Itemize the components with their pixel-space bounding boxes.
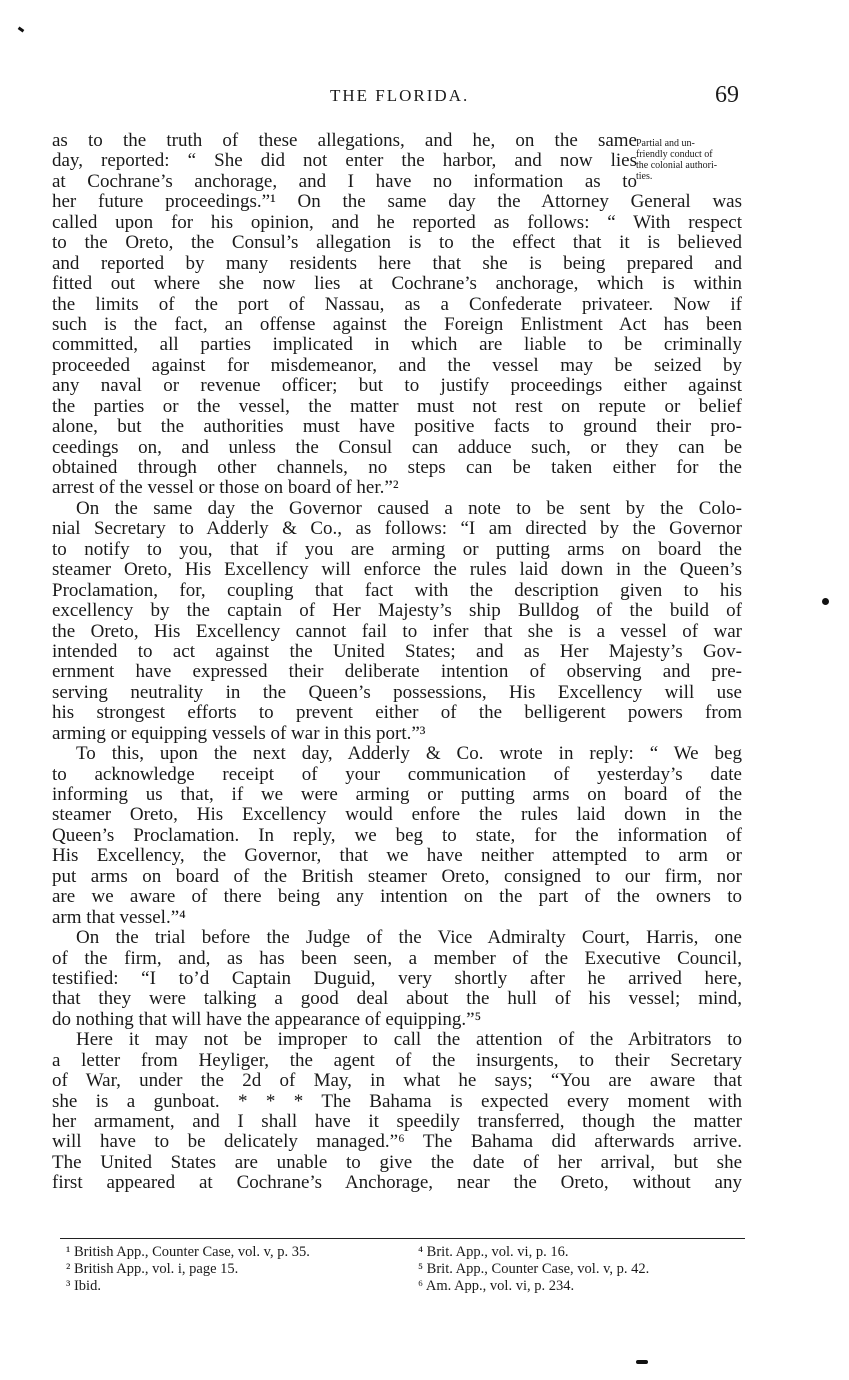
- text-line: Queen’s Proclamation. In reply, we beg to state, for the information of: [52, 825, 742, 846]
- margin-note-line: ties.: [636, 171, 653, 182]
- text-line: her armament, and I shall have it speedily transferred, though the matter: [52, 1112, 742, 1132]
- margin-note-line: friendly conduct of: [636, 149, 713, 160]
- text-line: his strongest efforts to prevent either of the belligerent powers from: [52, 703, 742, 724]
- text-line: excellency by the captain of Her Majesty’s ship Bulldog of the build of: [52, 601, 742, 622]
- text-line: arrest of the vessel or those on board of her.”²: [52, 478, 399, 499]
- text-line: that they were talking a good deal about the hull of his vessel; mind,: [52, 989, 742, 1010]
- footnote: ⁵ Brit. App., Counter Case, vol. v, p. 42.: [418, 1261, 650, 1277]
- text-line: committed, all parties implicated in which are liable to be criminally: [52, 335, 742, 356]
- text-line: her future proceedings.”¹ On the same day the Attorney General was: [52, 192, 742, 213]
- text-line: put arms on board of the British steamer Oreto, consigned to our firm, nor: [52, 866, 742, 887]
- footnote-rule: [60, 1238, 745, 1239]
- footnote: ⁶ Am. App., vol. vi, p. 234.: [418, 1278, 575, 1294]
- footnotes-right-column: [418, 1244, 758, 1295]
- text-line: alone, but the authorities must have positive facts to ground their pro-: [52, 417, 742, 438]
- text-line: a letter from Heyliger, the agent of the insurgents, to their Secretary: [52, 1050, 742, 1071]
- text-line: fitted out where she now lies at Cochrane’s anchorage, which is within: [52, 274, 742, 295]
- scan-speck: [636, 1360, 648, 1364]
- text-line: Proclamation, for, coupling that fact with the description given to his: [52, 580, 742, 601]
- text-line: she is a gunboat. * * * The Bahama is expected every moment with: [52, 1091, 742, 1112]
- text-line: are we aware of there being any intention on the part of the owners to: [52, 887, 742, 908]
- text-line: Here it may not be improper to call the attention of the Arbitrators to: [76, 1030, 742, 1051]
- text-line: On the same day the Governor caused a note to be sent by the Colo-: [76, 498, 742, 519]
- text-line: arm that vessel.”⁴: [52, 907, 186, 928]
- text-line: such is the fact, an offense against the Foreign Enlistment Act has been: [52, 314, 742, 335]
- text-line: steamer Oreto, His Excellency would enfore the rules laid down in the: [52, 805, 742, 826]
- scan-speck: [822, 598, 829, 605]
- text-line: and reported by many residents here that she is being prepared and: [52, 253, 742, 274]
- margin-note-line: Partial and un-: [636, 138, 695, 149]
- text-line: arming or equipping vessels of war in this port.”³: [52, 723, 426, 744]
- text-line: ceedings on, and unless the Consul can adduce such, or they can be: [52, 437, 742, 458]
- text-line: serving neutrality in the Queen’s possessions, His Excellency will use: [52, 682, 742, 703]
- text-line: to acknowledge receipt of your communication of yesterday’s date: [52, 764, 742, 785]
- text-line: the limits of the port of Nassau, as a Confederate privateer. Now if: [52, 294, 742, 315]
- page-number: 69: [715, 82, 739, 108]
- text-line: first appeared at Cochrane’s Anchorage, near the Oreto, without any: [52, 1173, 742, 1194]
- text-line: do nothing that will have the appearance of equipping.”⁵: [52, 1009, 482, 1030]
- text-line: as to the truth of these allegations, and he, on the same: [52, 131, 637, 151]
- text-line: will have to be delicately managed.”⁶ The Bahama did afterwards arrive.: [52, 1132, 742, 1153]
- text-line: obtained through other channels, no steps can be taken either for the: [52, 458, 742, 478]
- margin-note-line: the colonial authori-: [636, 160, 718, 171]
- text-line: testified: “I to’d Captain Duguid, very shortly after he arrived here,: [52, 968, 742, 989]
- text-line: at Cochrane’s anchorage, and I have no information as to: [52, 171, 637, 192]
- footnote: ³ Ibid.: [66, 1278, 101, 1294]
- text-line: called upon for his opinion, and he reported as follows: “ With respect: [52, 212, 742, 233]
- text-line: proceeded against for misdemeanor, and the vessel may be seized by: [52, 355, 742, 376]
- footnotes-left-column: [66, 1244, 406, 1295]
- text-line: His Excellency, the Governor, that we have neither attempted to arm or: [52, 846, 742, 867]
- text-line: intended to act against the United States; and as Her Majesty’s Gov-: [52, 641, 742, 662]
- footnote: ⁴ Brit. App., vol. vi, p. 16.: [418, 1244, 569, 1260]
- text-line: To this, upon the next day, Adderly & Co. wrote in reply: “ We beg: [76, 744, 742, 765]
- text-line: steamer Oreto, His Excellency will enforce the rules laid down in the Queen’s: [52, 560, 742, 581]
- text-line: the parties or the vessel, the matter must not rest on repute or belief: [52, 396, 742, 417]
- text-line: any naval or revenue officer; but to justify proceedings either against: [52, 376, 742, 397]
- text-line: day, reported: “ She did not enter the harbor, and now lies: [52, 151, 637, 172]
- text-line: nial Secretary to Adderly & Co., as follows: “I am directed by the Governor: [52, 519, 742, 540]
- running-head-title: THE FLORIDA.: [330, 86, 470, 105]
- body-text: [52, 131, 742, 1194]
- text-line: ernment have expressed their deliberate intention of observing and pre-: [52, 662, 742, 683]
- text-line: to the Oreto, the Consul’s allegation is to the effect that it is believed: [52, 233, 742, 254]
- text-line: On the trial before the Judge of the Vice Admiralty Court, Harris, one: [76, 928, 742, 949]
- text-line: informing us that, if we were arming or putting arms on board of the: [52, 785, 742, 805]
- text-line: the Oreto, His Excellency cannot fail to infer that she is a vessel of war: [52, 621, 742, 642]
- footnote: ¹ British App., Counter Case, vol. v, p. 35.: [66, 1244, 310, 1260]
- text-line: The United States are unable to give the date of her arrival, but she: [52, 1152, 742, 1173]
- text-line: to notify to you, that if you are arming or putting arms on board the: [52, 539, 742, 560]
- text-line: of War, under the 2d of May, in what he says; “You are aware that: [52, 1071, 742, 1092]
- footnote: ² British App., vol. i, page 15.: [66, 1261, 239, 1277]
- scan-speck: [18, 27, 25, 33]
- text-line: of the firm, and, as has been seen, a member of the Executive Council,: [52, 948, 742, 969]
